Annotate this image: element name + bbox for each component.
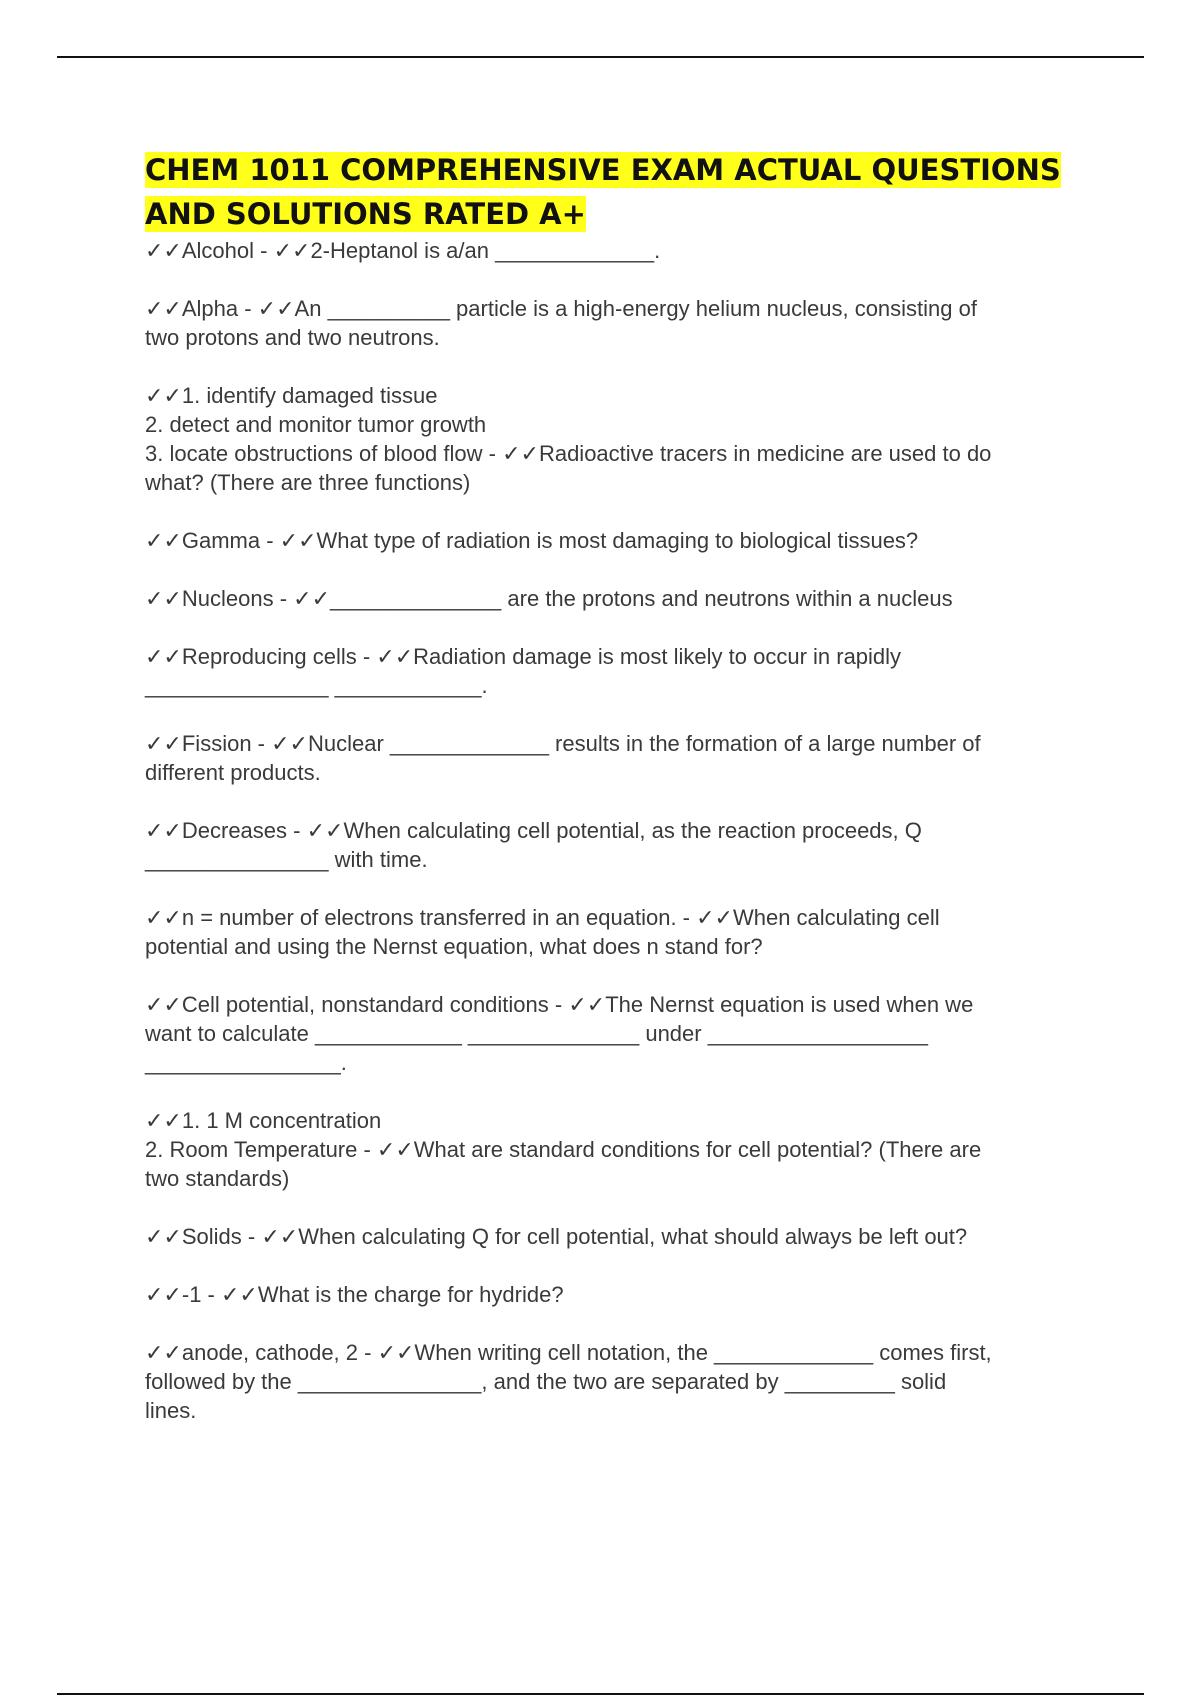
qa-item: ✓✓Solids - ✓✓When calculating Q for cell potential, what should always be left out? bbox=[145, 1224, 968, 1249]
title-line-1: CHEM 1011 COMPREHENSIVE EXAM ACTUAL QUESTIONS bbox=[145, 153, 1061, 187]
qa-item: ✓✓Alcohol - ✓✓2-Heptanol is a/an _____________. bbox=[145, 238, 661, 263]
title-line-2: AND SOLUTIONS RATED A+ bbox=[145, 197, 586, 231]
qa-item: ✓✓Nucleons - ✓✓______________ are the protons and neutrons within a nucleus bbox=[145, 586, 953, 611]
qa-item: ✓✓Gamma - ✓✓What type of radiation is most damaging to biological tissues? bbox=[145, 528, 919, 553]
top-rule bbox=[57, 56, 1144, 58]
bottom-rule bbox=[57, 1693, 1144, 1695]
qa-item: ✓✓Reproducing cells - ✓✓Radiation damage is most likely to occur in rapidly _______________ ____________. bbox=[145, 644, 902, 698]
qa-item: ✓✓n = number of electrons transferred in an equation. - ✓✓When calculating cell potential and using the Nernst equation, what does n stand for? bbox=[145, 905, 940, 959]
document-title bbox=[145, 148, 1080, 236]
qa-item: ✓✓1. identify damaged tissue 2. detect and monitor tumor growth 3. locate obstructions of blood flow - ✓✓Radioactive tracers in medicine are used to do what? (There are three functions) bbox=[145, 383, 992, 495]
qa-item: ✓✓1. 1 M concentration 2. Room Temperature - ✓✓What are standard conditions for cell potential? (There are two standards) bbox=[145, 1108, 982, 1191]
qa-item: ✓✓Fission - ✓✓Nuclear _____________ results in the formation of a large number of different products. bbox=[145, 731, 981, 785]
document-body bbox=[145, 148, 1080, 1425]
qa-item: ✓✓anode, cathode, 2 - ✓✓When writing cell notation, the _____________ comes first, followed by the _______________, and the two are separated by _________ solid lines. bbox=[145, 1340, 992, 1423]
qa-item: ✓✓Cell potential, nonstandard conditions - ✓✓The Nernst equation is used when we want to calculate ____________ ______________ under __________________ ________________. bbox=[145, 992, 974, 1075]
qa-item: ✓✓Decreases - ✓✓When calculating cell potential, as the reaction proceeds, Q _______________ with time. bbox=[145, 818, 922, 872]
qa-item: ✓✓-1 - ✓✓What is the charge for hydride? bbox=[145, 1282, 564, 1307]
qa-item: ✓✓Alpha - ✓✓An __________ particle is a high-energy helium nucleus, consisting of two protons and two neutrons. bbox=[145, 296, 977, 350]
